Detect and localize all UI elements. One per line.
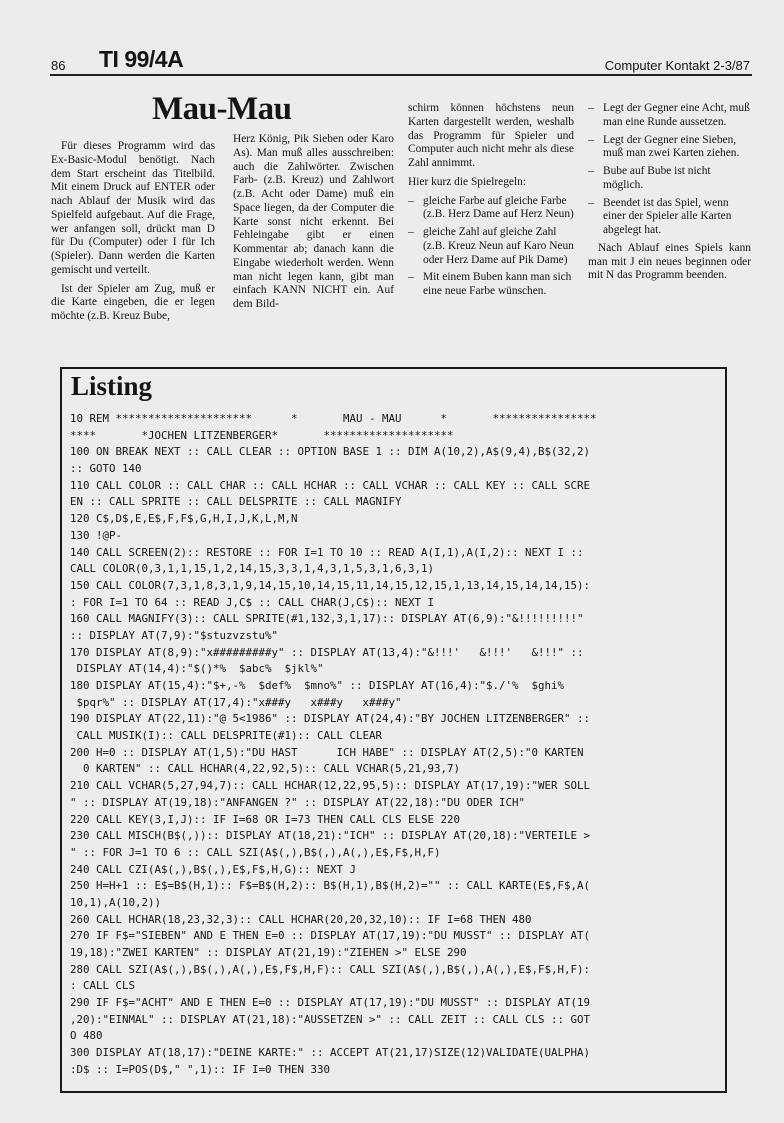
paragraph: Nach Ablauf eines Spiels kann man mit J ein neues beginnen oder mit N das Programm beenden. xyxy=(588,241,751,282)
code-line: :: DISPLAY AT(7,9):"$stuzvzstu%" xyxy=(70,628,279,642)
magazine-section-title: TI 99/4A xyxy=(99,46,184,72)
code-line: 19,18):"ZWEI KARTEN" :: DISPLAY AT(21,19):"ZIEHEN >" ELSE 290 xyxy=(70,946,467,959)
article-column-1 xyxy=(51,140,215,329)
code-line: EN :: CALL SPRITE :: CALL DELSPRITE :: CALL MAGNIFY xyxy=(70,495,402,509)
code-line: 300 DISPLAY AT(18,17):"DEINE KARTE:" :: ACCEPT AT(21,17)SIZE(12)VALIDATE(UALPHA) xyxy=(70,1046,591,1060)
code-line: CALL MUSIK(I):: CALL DELSPRITE(#1):: CALL CLEAR xyxy=(70,729,383,743)
code-line: CALL COLOR(0,3,1,1,15,1,2,14,15,3,3,1,4,3,1,5,3,1,6,3,1) xyxy=(70,562,435,576)
code-line: ,20):"EINMAL" :: DISPLAY AT(21,18):"AUSSETZEN >" :: CALL ZEIT :: CALL CLS :: GOT xyxy=(70,1012,591,1026)
code-line: : CALL CLS xyxy=(70,979,136,993)
article-column-3 xyxy=(408,102,574,303)
code-line: 210 CALL VCHAR(5,27,94,7):: CALL HCHAR(12,22,95,5):: DISPLAY AT(17,19):"WER SOLL xyxy=(70,779,591,793)
paragraph: Für dieses Programm wird das Ex-Basic-Modul benötigt. Nach dem Start erscheint das Titelbild. Mit einem Druck auf ENTER oder nach Ablauf der Musik wird das Spielfeld aufgebaut. Auf die Frage, wer anfangen soll, drückt man D für Du (Computer) oder I für Ich (Spieler). Dann werden die Karten gemischt und verteilt. xyxy=(51,140,215,276)
code-line: " :: FOR J=1 TO 6 :: CALL SZI(A$(,),B$(,),A(,),E$,F$,H,F) xyxy=(70,845,441,859)
code-line: 260 CALL HCHAR(18,23,32,3):: CALL HCHAR(20,20,32,10):: IF I=68 THEN 480 xyxy=(70,912,532,926)
rule-item: – Legt der Gegner eine Sieben, muß man zwei Karten ziehen. xyxy=(588,133,740,160)
code-line: 230 CALL MISCH(B$(,)):: DISPLAY AT(18,21):"ICH" :: DISPLAY AT(20,18):"VERTEILE > xyxy=(70,829,591,843)
listing-title: Listing xyxy=(71,371,153,401)
rule-item: – gleiche Farbe auf gleiche Farbe (z.B. Herz Dame auf Herz Neun) xyxy=(408,194,574,221)
code-line: :: GOTO 140 xyxy=(70,462,142,476)
code-line: 150 CALL COLOR(7,3,1,8,3,1,9,14,15,10,14,15,11,14,15,12,15,1,13,14,15,14,14,15): xyxy=(70,578,591,592)
rule-item: – Legt der Gegner eine Acht, muß man eine Runde aussetzen. xyxy=(588,102,750,128)
code-line: 190 DISPLAY AT(22,11):"@ 5<1986" :: DISPLAY AT(24,4):"BY JOCHEN LITZENBERGER" :: xyxy=(70,712,591,726)
code-line: 220 CALL KEY(3,I,J):: IF I=68 OR I=73 THEN CALL CLS ELSE 220 xyxy=(70,812,461,826)
code-line: 10,1),A(10,2)) xyxy=(70,895,162,909)
code-line: 160 CALL MAGNIFY(3):: CALL SPRITE(#1,132,3,1,17):: DISPLAY AT(6,9):"&!!!!!!!!!" xyxy=(70,612,584,626)
code-line: 200 H=0 :: DISPLAY AT(1,5):"DU HAST ICH HABE" :: DISPLAY AT(2,5):"0 KARTEN xyxy=(70,745,584,759)
rules-list xyxy=(408,195,574,299)
article-column-4 xyxy=(588,102,751,288)
article-title: Mau-Mau xyxy=(152,91,292,127)
paragraph: schirm können höchstens neun Karten dargestellt werden, weshalb das Programm für Spieler und Computer auch nicht mehr als diese Zahl annimmt. xyxy=(408,102,574,169)
rule-item: – Beendet ist das Spiel, wenn einer der Spieler alle Karten abgelegt hat. xyxy=(588,196,732,236)
rule-item: – Bube auf Bube ist nicht möglich. xyxy=(588,165,711,191)
code-line: 270 IF F$="SIEBEN" AND E THEN E=0 :: DISPLAY AT(17,19):"DU MUSST" :: DISPLAY AT( xyxy=(70,929,591,943)
code-line: : FOR I=1 TO 64 :: READ J,C$ :: CALL CHAR(J,C$):: NEXT I xyxy=(70,595,435,609)
code-line: " :: DISPLAY AT(19,18):"ANFANGEN ?" :: DISPLAY AT(22,18):"DU ODER ICH" xyxy=(70,795,526,809)
code-line: DISPLAY AT(14,4):"$()*% $abc% $jkl%" xyxy=(70,662,324,676)
code-line: 120 C$,D$,E,E$,F,F$,G,H,I,J,K,L,M,N xyxy=(70,512,298,526)
page-number: 86 xyxy=(51,58,66,73)
paragraph: Ist der Spieler am Zug, muß er die Karte eingeben, die er legen möchte (z.B. Kreuz Bube, xyxy=(51,282,215,322)
code-line: 240 CALL CZI(A$(,),B$(,),E$,F$,H,G):: NEXT J xyxy=(70,862,357,876)
code-line: 140 CALL SCREEN(2):: RESTORE :: FOR I=1 TO 10 :: READ A(I,1),A(I,2):: NEXT I :: xyxy=(70,545,584,559)
code-line: **** *JOCHEN LITZENBERGER* ******************** xyxy=(70,428,454,442)
rules-heading: Hier kurz die Spielregeln: xyxy=(408,175,526,188)
code-line: 280 CALL SZI(A$(,),B$(,),A(,),E$,F$,H,F):: CALL SZI(A$(,),B$(,),A(,),E$,F$,H,F): xyxy=(70,962,591,976)
header-rule xyxy=(50,74,752,76)
code-line: 0 KARTEN" :: CALL HCHAR(4,22,92,5):: CALL VCHAR(5,21,93,7) xyxy=(70,762,461,776)
rules-list xyxy=(588,102,751,238)
code-line: 100 ON BREAK NEXT :: CALL CLEAR :: OPTION BASE 1 :: DIM A(10,2),A$(9,4),B$(32,2) xyxy=(70,445,591,459)
code-line: 130 !@P- xyxy=(70,528,123,542)
code-line: :D$ :: I=POS(D$," ",1):: IF I=0 THEN 330 xyxy=(70,1062,331,1076)
code-line: 170 DISPLAY AT(8,9):"x#########y" :: DISPLAY AT(13,4):"&!!!' &!!!' &!!!" :: xyxy=(70,645,584,659)
paragraph: Herz König, Pik Sieben oder Karo As). Man muß alles ausschreiben: auch die Zahlwörter. Zwischen Farb- (z.B. Kreuz) und Zahlwort (z.B. Acht oder Dame) muß ein Space liegen, da der Computer die Karte sonst nicht erkennt. Bei Fehleingabe gibt er einen Kommentar ab; danach kann die Eingabe wiederholt werden. Wenn man nicht legen kann, gibt man einfach KANN NICHT ein. Auf dem Bild- xyxy=(233,133,394,310)
code-listing xyxy=(70,411,720,1079)
code-line: 110 CALL COLOR :: CALL CHAR :: CALL HCHAR :: CALL VCHAR :: CALL KEY :: CALL SCRE xyxy=(70,478,591,492)
rule-item: – gleiche Zahl auf gleiche Zahl (z.B. Kreuz Neun auf Karo Neun oder Herz Dame auf Pik Dame) xyxy=(408,226,574,266)
code-line: 180 DISPLAY AT(15,4):"$+,-% $def% $mno%" :: DISPLAY AT(16,4):"$./'% $ghi% xyxy=(70,679,565,692)
code-line: $pqr%" :: DISPLAY AT(17,4):"x###y x###y x###y" xyxy=(70,695,402,709)
article-column-2 xyxy=(233,133,394,317)
code-line: 250 H=H+1 :: E$=B$(H,1):: F$=B$(H,2):: B$(H,1),B$(H,2)="" :: CALL KARTE(E$,F$,A( xyxy=(70,879,591,893)
code-line: O 480 xyxy=(70,1029,103,1043)
rule-item: – Mit einem Buben kann man sich eine neue Farbe wünschen. xyxy=(408,271,572,297)
code-line: 290 IF F$="ACHT" AND E THEN E=0 :: DISPLAY AT(17,19):"DU MUSST" :: DISPLAY AT(19 xyxy=(70,996,591,1010)
issue-label: Computer Kontakt 2-3/87 xyxy=(604,58,750,73)
code-line: 10 REM ********************* * MAU - MAU * **************** xyxy=(70,412,597,425)
